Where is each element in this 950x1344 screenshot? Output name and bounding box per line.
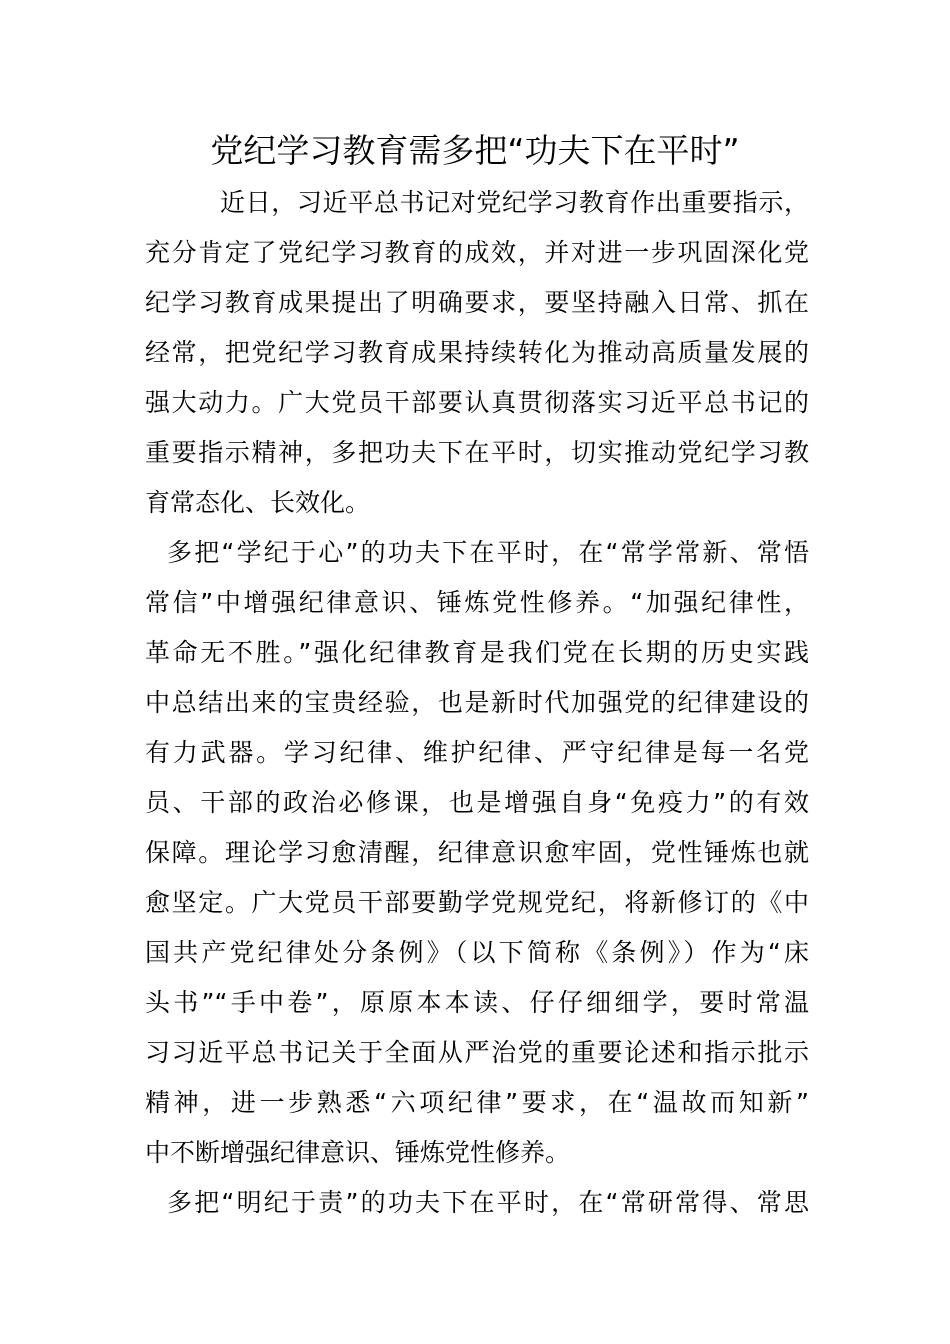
text-line: 保障。理论学习愈清醒，纪律意识愈牢固，党性锤炼也就 xyxy=(145,838,809,867)
text-line: 强大动力。广大党员干部要认真贯彻落实习近平总书记的 xyxy=(145,388,809,417)
text-line: 革命无不胜。”强化纪律教育是我们党在长期的历史实践 xyxy=(145,638,809,667)
text-line: 近日，习近平总书记对党纪学习教育作出重要指示， xyxy=(220,188,809,217)
text-line: 中不断增强纪律意识、锤炼党性修养。 xyxy=(145,1138,571,1167)
text-line: 头书”“手中卷”，原原本本读、仔仔细细学，要时常温 xyxy=(145,988,809,1017)
text-line: 育常态化、长效化。 xyxy=(145,488,371,517)
text-line: 有力武器。学习纪律、维护纪律、严守纪律是每一名党 xyxy=(145,738,809,767)
text-line: 中总结出来的宝贵经验，也是新时代加强党的纪律建设的 xyxy=(145,688,809,717)
text-line: 纪学习教育成果提出了明确要求，要坚持融入日常、抓在 xyxy=(145,288,809,317)
document-body xyxy=(145,178,809,1228)
document-title: 党纪学习教育需多把“功夫下在平时” xyxy=(210,131,740,170)
text-line: 多把“明纪于责”的功夫下在平时，在“常研常得、常思 xyxy=(167,1188,809,1217)
text-line: 充分肯定了党纪学习教育的成效，并对进一步巩固深化党 xyxy=(145,238,809,267)
text-line: 常信”中增强纪律意识、锤炼党性修养。“加强纪律性， xyxy=(145,588,809,617)
text-line: 员、干部的政治必修课，也是增强自身“免疫力”的有效 xyxy=(145,788,809,817)
text-line: 经常，把党纪学习教育成果持续转化为推动高质量发展的 xyxy=(145,338,809,367)
text-line: 多把“学纪于心”的功夫下在平时，在“常学常新、常悟 xyxy=(167,538,809,567)
text-line: 习习近平总书记关于全面从严治党的重要论述和指示批示 xyxy=(145,1038,809,1067)
text-line: 重要指示精神，多把功夫下在平时，切实推动党纪学习教 xyxy=(145,438,809,467)
text-line: 国共产党纪律处分条例》（以下简称《条例》）作为“床 xyxy=(145,938,809,967)
text-line: 精神，进一步熟悉“六项纪律”要求，在“温故而知新” xyxy=(145,1088,809,1117)
text-line: 愈坚定。广大党员干部要勤学党规党纪，将新修订的《中 xyxy=(145,888,809,917)
